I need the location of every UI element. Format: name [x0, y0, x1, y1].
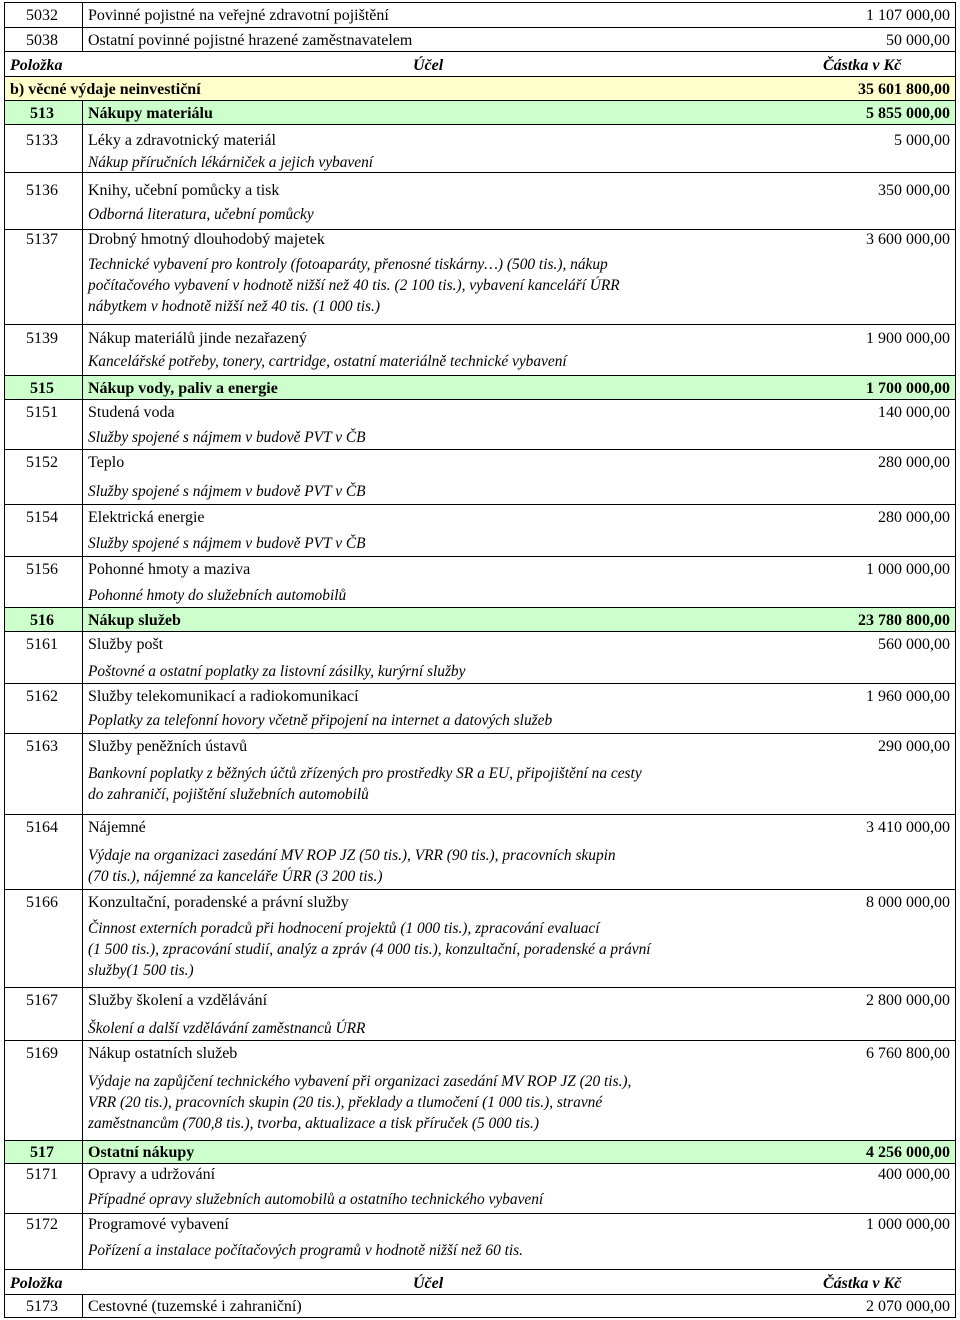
group-code: 517 [30, 1144, 54, 1161]
item-title: Knihy, učební pomůcky a tisk [88, 182, 280, 199]
item-code: 5163 [26, 738, 58, 755]
item-description: (1 500 tis.), zpracování studií, analýz a zpráv (4 000 tis.), konzultační, poradenské a právní [88, 941, 651, 958]
group-code: 513 [30, 105, 54, 122]
item-amount: 1 000 000,00 [866, 1216, 950, 1233]
table-row [4, 1213, 956, 1269]
table-row [4, 733, 956, 814]
item-amount: 1 900 000,00 [866, 330, 950, 347]
item-code: 5139 [26, 330, 58, 347]
table-row [4, 683, 956, 733]
table-row [4, 324, 956, 375]
item-title: Služby telekomunikací a radiokomunikací [88, 688, 359, 705]
item-title: Elektrická energie [88, 509, 205, 526]
item-description: Poštovné a ostatní poplatky za listovní zásilky, kurýrní služby [88, 663, 466, 680]
table-row [4, 1040, 956, 1140]
group-title: Ostatní nákupy [88, 1144, 195, 1161]
item-amount: 350 000,00 [878, 182, 950, 199]
item-title: Opravy a udržování [88, 1166, 216, 1183]
item-description: Výdaje na zapůjčení technického vybavení při organizaci zasedání MV ROP JZ (20 tis.), [88, 1073, 632, 1090]
item-code: 5154 [26, 509, 58, 526]
item-amount: 3 410 000,00 [866, 819, 950, 836]
table-row [4, 889, 956, 987]
item-description: Poplatky za telefonní hovory včetně připojení na internet a datových služeb [88, 712, 553, 729]
table-row [4, 172, 956, 229]
table-row [4, 2, 956, 27]
item-amount: 1 000 000,00 [866, 561, 950, 578]
item-code: 5172 [26, 1216, 58, 1233]
item-title: Nákup materiálů jinde nezařazený [88, 330, 307, 347]
item-code: 5038 [26, 32, 58, 49]
item-title: Nákup ostatních služeb [88, 1045, 238, 1062]
group-row [4, 375, 956, 399]
item-code: 5162 [26, 688, 58, 705]
item-description: Služby spojené s nájmem v budově PVT v ČB [88, 535, 366, 552]
group-title: Nákupy materiálu [88, 105, 213, 122]
header-col-item: Položka [10, 57, 63, 74]
item-title: Služby pošt [88, 636, 164, 653]
item-description: (70 tis.), nájemné za kanceláře ÚRR (3 200 tis.) [88, 868, 383, 885]
section-amount: 35 601 800,00 [858, 81, 950, 98]
group-row [4, 1140, 956, 1163]
table-row [4, 229, 956, 324]
item-code: 5171 [26, 1166, 58, 1183]
item-title: Programové vybavení [88, 1216, 229, 1233]
table-row [4, 1294, 956, 1318]
table-row [4, 504, 956, 556]
item-title: Nájemné [88, 819, 146, 836]
item-amount: 6 760 800,00 [866, 1045, 950, 1062]
item-amount: 280 000,00 [878, 454, 950, 471]
item-description: Pořízení a instalace počítačových programů v hodnotě nižší než 60 tis. [88, 1242, 524, 1259]
item-description: nábytkem v hodnotě nižší než 40 tis. (1 000 tis.) [88, 298, 380, 315]
item-description: služby(1 500 tis.) [88, 962, 194, 979]
item-code: 5136 [26, 182, 58, 199]
header-col-amount: Částka v Kč [823, 57, 902, 74]
item-description: počítačového vybavení v hodnotě nižší než 40 tis. (2 100 tis.), vybavení kanceláří ÚRR [88, 277, 620, 294]
item-amount: 1 960 000,00 [866, 688, 950, 705]
item-code: 5137 [26, 231, 58, 248]
section-title: b) věcné výdaje neinvestiční [10, 81, 201, 98]
header-col-purpose: Účel [413, 1275, 444, 1292]
section-row [4, 76, 956, 100]
item-description: zaměstnancům (700,8 tis.), tvorba, aktualizace a tisk příruček (5 000 tis.) [88, 1115, 539, 1132]
table-row [4, 556, 956, 607]
item-description: Kancelářské potřeby, tonery, cartridge, ostatní materiálně technické vybavení [88, 353, 567, 370]
item-amount: 140 000,00 [878, 404, 950, 421]
table-row [4, 631, 956, 683]
item-amount: 280 000,00 [878, 509, 950, 526]
item-title: Drobný hmotný dlouhodobý majetek [88, 231, 325, 248]
item-title: Teplo [88, 454, 125, 471]
table-row [4, 449, 956, 504]
item-code: 5167 [26, 992, 58, 1009]
group-amount: 4 256 000,00 [866, 1144, 950, 1161]
item-description: Výdaje na organizaci zasedání MV ROP JZ (50 tis.), VRR (90 tis.), pracovních skupin [88, 847, 616, 864]
item-amount: 5 000,00 [894, 132, 950, 149]
header-col-purpose: Účel [413, 57, 444, 74]
item-title: Cestovné (tuzemské i zahraniční) [88, 1298, 302, 1315]
item-amount: 2 800 000,00 [866, 992, 950, 1009]
item-code: 5161 [26, 636, 58, 653]
table-row [4, 987, 956, 1040]
item-description: Nákup příručních lékárniček a jejich vybavení [88, 154, 374, 171]
item-code: 5166 [26, 894, 58, 911]
item-description: Služby spojené s nájmem v budově PVT v ČB [88, 429, 366, 446]
item-description: Případné opravy služebních automobilů a ostatního technického vybavení [88, 1191, 544, 1208]
item-code: 5156 [26, 561, 58, 578]
item-code: 5173 [26, 1298, 58, 1315]
budget-table [4, 2, 956, 1318]
group-amount: 23 780 800,00 [858, 612, 950, 629]
item-title: Ostatní povinné pojistné hrazené zaměstnavatelem [88, 32, 413, 49]
item-code: 5152 [26, 454, 58, 471]
item-description: Školení a další vzdělávání zaměstnanců ÚRR [88, 1020, 366, 1037]
table-header [4, 1269, 956, 1294]
group-title: Nákup vody, paliv a energie [88, 380, 278, 397]
item-amount: 290 000,00 [878, 738, 950, 755]
item-title: Pohonné hmoty a maziva [88, 561, 251, 578]
item-code: 5164 [26, 819, 58, 836]
group-code: 516 [30, 612, 54, 629]
item-description: Odborná literatura, učební pomůcky [88, 206, 314, 223]
table-row [4, 1163, 956, 1213]
item-amount: 2 070 000,00 [866, 1298, 950, 1315]
item-description: Činnost externích poradců při hodnocení projektů (1 000 tis.), zpracování evaluací [88, 920, 600, 937]
table-row [4, 27, 956, 51]
item-title: Povinné pojistné na veřejné zdravotní pojištění [88, 7, 389, 24]
item-amount: 8 000 000,00 [866, 894, 950, 911]
item-amount: 3 600 000,00 [866, 231, 950, 248]
item-description: do zahraničí, pojištění služebních automobilů [88, 786, 369, 803]
group-row [4, 607, 956, 631]
table-row [4, 399, 956, 449]
item-title: Služby peněžních ústavů [88, 738, 248, 755]
item-code: 5169 [26, 1045, 58, 1062]
group-code: 515 [30, 380, 54, 397]
item-amount: 400 000,00 [878, 1166, 950, 1183]
item-code: 5133 [26, 132, 58, 149]
table-row [4, 814, 956, 889]
group-row [4, 100, 956, 124]
item-amount: 560 000,00 [878, 636, 950, 653]
item-title: Léky a zdravotnický materiál [88, 132, 276, 149]
table-row [4, 124, 956, 172]
group-amount: 1 700 000,00 [866, 380, 950, 397]
item-code: 5151 [26, 404, 58, 421]
item-description: VRR (20 tis.), pracovních skupin (20 tis.), překlady a tlumočení (1 000 tis.), stravné [88, 1094, 603, 1111]
item-title: Studená voda [88, 404, 175, 421]
group-amount: 5 855 000,00 [866, 105, 950, 122]
item-description: Technické vybavení pro kontroly (fotoaparáty, přenosné tiskárny…) (500 tis.), nákup [88, 256, 608, 273]
group-title: Nákup služeb [88, 612, 181, 629]
header-col-item: Položka [10, 1275, 63, 1292]
item-amount: 1 107 000,00 [866, 7, 950, 24]
item-amount: 50 000,00 [886, 32, 950, 49]
header-col-amount: Částka v Kč [823, 1275, 902, 1292]
item-code: 5032 [26, 7, 58, 24]
item-description: Pohonné hmoty do služebních automobilů [88, 587, 347, 604]
item-title: Služby školení a vzdělávání [88, 992, 268, 1009]
item-description: Bankovní poplatky z běžných účtů zřízených pro prostředky SR a EU, připojištění na cesty [88, 765, 642, 782]
item-description: Služby spojené s nájmem v budově PVT v ČB [88, 483, 366, 500]
table-header [4, 51, 956, 76]
item-title: Konzultační, poradenské a právní služby [88, 894, 349, 911]
